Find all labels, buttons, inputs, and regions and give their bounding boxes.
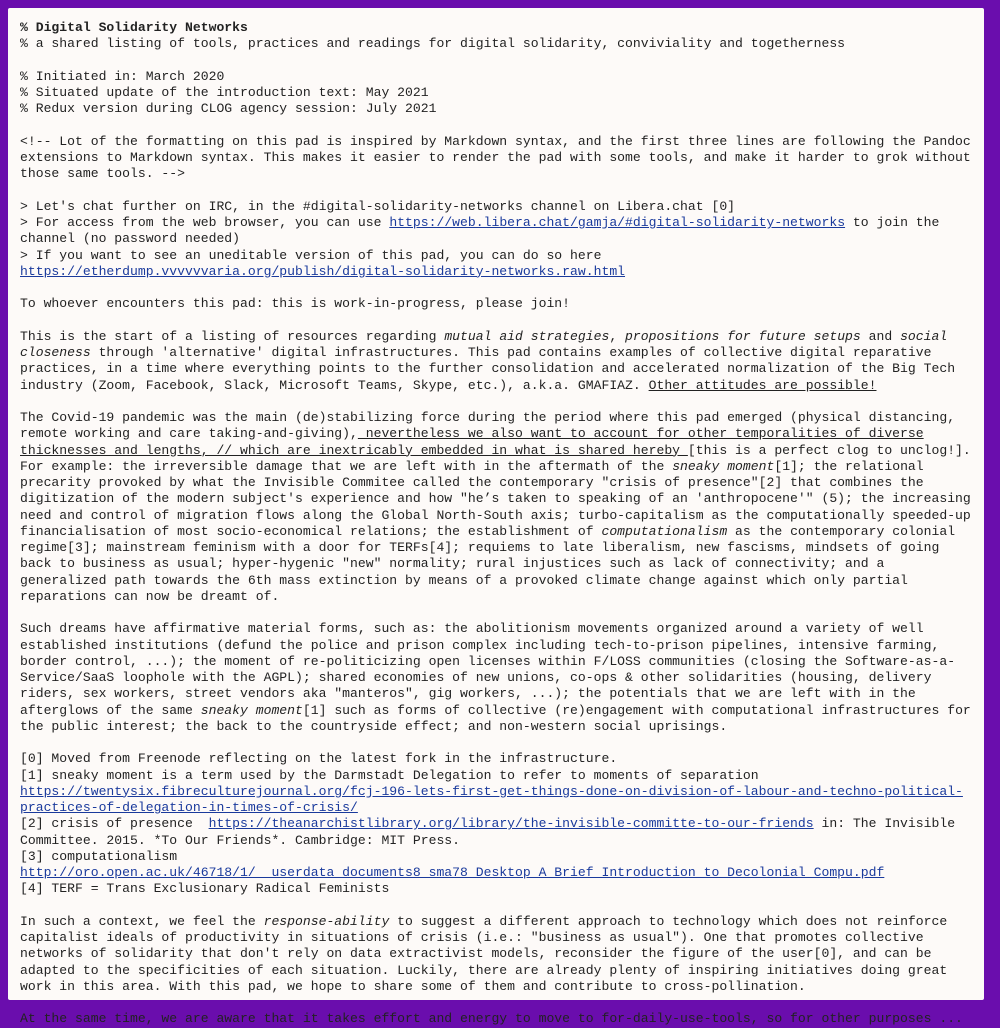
covid-text-1: The Covid-19 pandemic was the main (de)stabilizing force during the period where this pad emerged (physical distancing, remote working and care taking-and-giving), <box>20 410 956 442</box>
pad-text[interactable] <box>8 8 984 1028</box>
dreams-paragraph <box>20 621 972 735</box>
context-italic-response-ability: response-ability <box>263 913 390 929</box>
footnote-2-suffix: in: The Invisible Committee. 2015. *To Our Friends*. Cambridge: MIT Press. <box>20 816 956 848</box>
meta-redux: % Redux version during CLOG agency session: July 2021 <box>20 101 437 117</box>
dreams-text-1: Such dreams have affirmative material forms, such as: the abolitionism movements organized around a variety of well established institutions (defund the police and prison complex including tech-to-prison pipelines, intensive farming, border control, ...); the moment of re-politicizing open licenses within F/LOSS communities (closing the Software-as-a-Service/SaaS loophole with the AGPL); shared economies of new unions, co-ops & other solidarities (housing, delivery riders, sex workers, street vendors aka "manteros", gig workers, ...); the potentials that we are left with in the afterglows of the same <box>20 621 956 718</box>
cutoff-line: At the same time, we are aware that it takes effort and energy to move to for-daily-use-tools, so for other purposes ... <box>20 1011 963 1027</box>
web-access-suffix: to join the channel (no password needed) <box>20 215 940 247</box>
covid-italic-computationalism: computationalism <box>601 523 728 539</box>
footnote-1-link[interactable]: https://twentysix.fibreculturejournal.org/fcj-196-lets-first-get-things-done-on-division-of-labour-and-techno-political-practices-of-delegation-in-times-of-crisis/ <box>20 783 963 815</box>
pad-subtitle: % a shared listing of tools, practices and readings for digital solidarity, conviviality and togetherness <box>20 36 846 52</box>
covid-underline-temporalities: nevertheless we also want to account for other temporalities of diverse thicknesses and lengths, // which are inextricably embedded in what is shared hereby <box>20 426 924 458</box>
readonly-quote <box>20 248 972 281</box>
context-text-2: to suggest a different approach to technology which does not reinforce capitalist ideals of productivity in situations of crisis (i.e.: "business as usual"). One that promotes collective networks of solidarity that don't rely on data extractivist models, reconsider the figure of the user[0], and can be adapted to the specificities of each situation. Luckily, there are already plenty of inspiring initiatives doing great work in this area. With this pad, we hope to share some of them and contribute to cross-pollination. <box>20 913 948 994</box>
footnote-3: [3] computationalism <box>20 848 178 864</box>
intro-italic-closeness: social closeness <box>20 328 948 360</box>
footnote-3-link[interactable]: http://oro.open.ac.uk/46718/1/__userdata_documents8_sma78_Desktop_A_Brief_Introduction_to_Decolonial_Compu.pdf <box>20 865 885 880</box>
intro-underline-attitudes: Other attitudes are possible! <box>648 377 877 393</box>
web-access-quote <box>20 215 972 248</box>
dreams-italic-sneaky: sneaky moment <box>200 702 303 718</box>
pad-page <box>8 8 984 1027</box>
web-access-prefix: > For access from the web browser, you can use <box>20 215 390 230</box>
intro-text-2: , <box>609 328 626 344</box>
meta-initiated: % Initiated in: March 2020 <box>20 68 225 84</box>
covid-text-2: [this is a perfect clog to unclog!]. For example: the irreversible damage that we are left with in the aftermath of the <box>20 442 971 474</box>
intro-paragraph <box>20 329 972 394</box>
intro-italic-propositions: propositions for future setups <box>625 328 861 344</box>
footnote-1-link-line <box>20 784 972 817</box>
readonly-link[interactable]: https://etherdump.vvvvvvaria.org/publish/digital-solidarity-networks.raw.html <box>20 263 626 279</box>
web-chat-link[interactable]: https://web.libera.chat/gamja/#digital-solidarity-networks <box>389 215 846 230</box>
intro-text-1: This is the start of a listing of resources regarding <box>20 328 445 344</box>
footnote-1: [1] sneaky moment is a term used by the Darmstadt Delegation to refer to moments of separation <box>20 767 759 783</box>
readonly-prefix: > If you want to see an uneditable version of this pad, you can do so here <box>20 247 602 263</box>
irc-quote: > Let's chat further on IRC, in the #digital-solidarity-networks channel on Libera.chat [0] <box>20 198 736 214</box>
footnote-2 <box>20 816 972 849</box>
footnote-0: [0] Moved from Freenode reflecting on the latest fork in the infrastructure. <box>20 751 618 767</box>
covid-text-4: as the contemporary colonial regime[3]; mainstream feminism with a door for TERFs[4]; requiems to late liberalism, new fascisms, mindsets of going back to business as usual; hyper-hygenic "new" normality; rural injustices such as lack of connectivity; and a generalized path towards the 6th mass extinction by means of a provoked climate change against which only partial reparations can now be dreamt of. <box>20 523 956 604</box>
pad-title: % Digital Solidarity Networks <box>20 20 248 35</box>
dreams-text-2: [1] such as forms of collective (re)engagement with computational infrastructures for the public interest; the back to the countryside effect; and non-western social uprisings. <box>20 702 971 734</box>
intro-italic-mutual-aid: mutual aid strategies <box>444 328 610 344</box>
covid-text-3: [1]; the relational precarity provoked by what the Invisible Commitee called the contemporary "crisis of presence"[2] that combines the digitization of the modern subject's experience and how "he’s taken to speaking of an 'anthropocene'" (5); the increasing need and control of migration flows along the Global North-South axis; turbo-capitalism as the computationally speeded-up financialisation of most socio-economical relations; the establishment of <box>20 458 971 539</box>
footnote-4: [4] TERF = Trans Exclusionary Radical Feminists <box>20 881 390 897</box>
covid-paragraph <box>20 410 972 605</box>
meta-update: % Situated update of the introduction text: May 2021 <box>20 85 429 100</box>
formatting-comment: <!-- Lot of the formatting on this pad is inspired by Markdown syntax, and the first three lines are following the Pandoc extensions to Markdown syntax. This makes it easier to render the pad with some tools, and make it harder to grok without those same tools. --> <box>20 133 971 182</box>
intro-text-3: and <box>860 328 901 344</box>
footnote-2-link[interactable]: https://theanarchistlibrary.org/library/the-invisible-committe-to-our-friends <box>208 816 814 832</box>
intro-text-4: through 'alternative' digital infrastructures. This pad contains examples of collective digital reparative practices, in a time where everything points to the further consolidation and accelerated normalization of the Big Tech industry (Zoom, Facebook, Slack, Microsoft Teams, Skype, etc.), a.k.a. GMAFIAZ. <box>20 345 956 393</box>
context-paragraph <box>20 914 972 995</box>
context-text-1: In such a context, we feel the <box>20 913 264 929</box>
footnote-3-link-line <box>20 865 972 881</box>
footnote-2-prefix: [2] crisis of presence <box>20 816 209 832</box>
covid-italic-sneaky: sneaky moment <box>672 458 775 474</box>
welcome-line: To whoever encounters this pad: this is work-in-progress, please join! <box>20 296 571 312</box>
